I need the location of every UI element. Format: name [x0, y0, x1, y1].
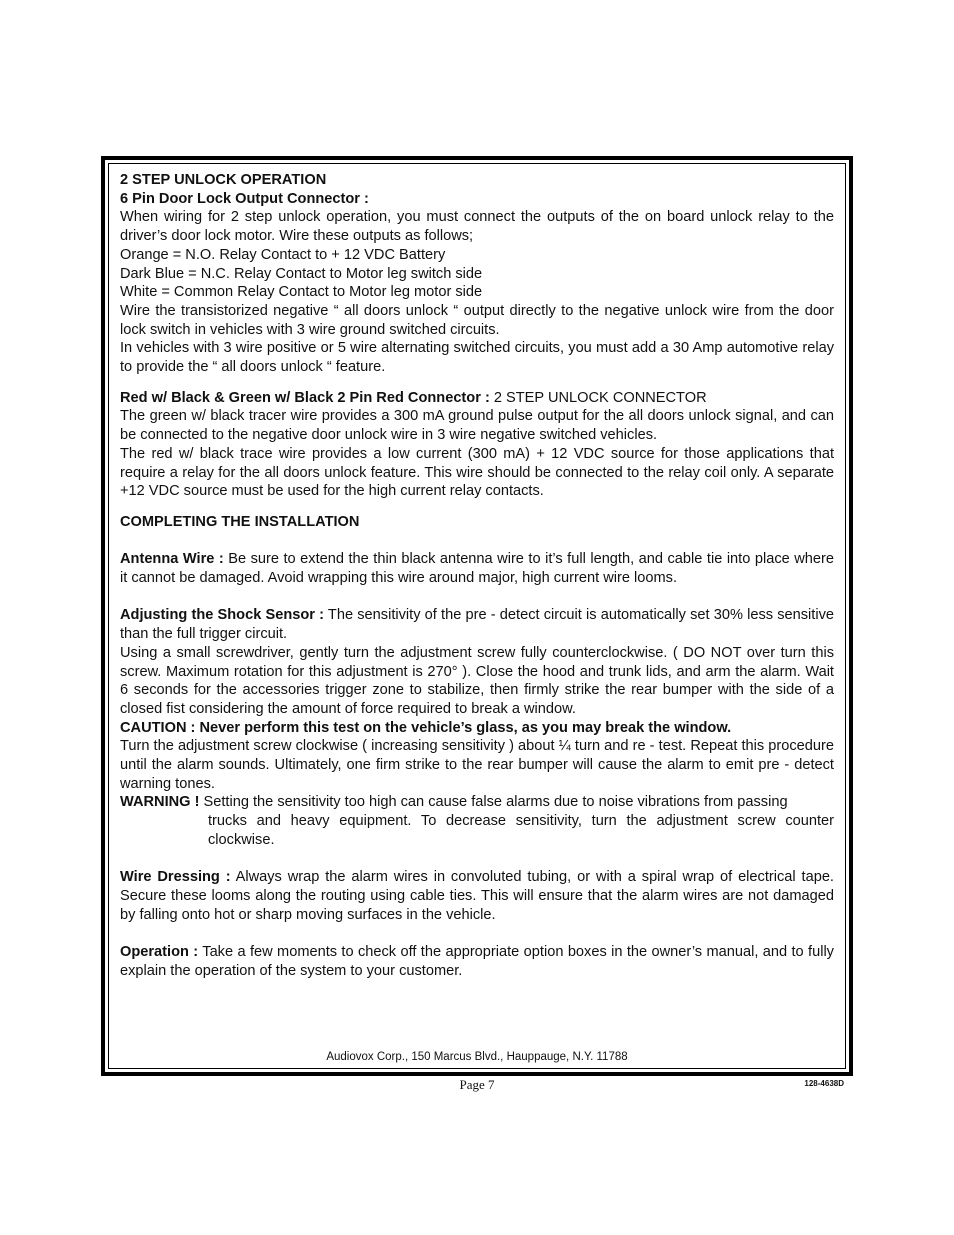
section-title-completing: COMPLETING THE INSTALLATION: [120, 513, 360, 530]
paragraph-transistorized-output: Wire the transistorized negative “ all doors unlock “ output directly to the negative unlock wire from the door lock switch in vehicles with 3 wire ground switched circuits.: [120, 302, 834, 338]
paragraph-shock-sensor: [120, 606, 834, 643]
subtitle-6-pin-connector: 6 Pin Door Lock Output Connector :: [120, 190, 369, 207]
warning-label: WARNING !: [120, 794, 200, 811]
document-body: [120, 171, 834, 980]
red-green-connector-tail: 2 STEP UNLOCK CONNECTOR: [489, 389, 707, 406]
wire-dark-blue: Dark Blue = N.C. Relay Contact to Motor leg switch side: [120, 265, 483, 282]
paragraph-wire-dressing: [120, 868, 834, 924]
paragraph-shock-adjust: Using a small screwdriver, gently turn the adjustment screw fully counterclockwise. ( DO NOT over turn this screw. Maximum rotation for this adjustment is 270° ). Close the hood and trunk lids, and arm the alarm. Wait 6 seconds for the accessories trigger zone to stabilize, then firmly strike the rear bumper with the side of a closed fist considering the amount of force required to break a window.: [120, 644, 834, 717]
paragraph-shock-retest: Turn the adjustment screw clockwise ( increasing sensitivity ) about ¼ turn and re - test. Repeat this procedure until the alarm sounds. Ultimately, one firm strike to the rear bumper will cause the alarm to emit pre - detect warning tones.: [120, 738, 834, 792]
red-green-connector-heading: [120, 389, 834, 408]
page-number: Page 7: [459, 1077, 495, 1092]
paragraph-antenna: [120, 550, 834, 587]
operation-text: Take a few moments to check off the appropriate option boxes in the owner’s manual, and to fully explain the operation of the system to your customer.: [120, 944, 834, 979]
wire-white: White = Common Relay Contact to Motor leg motor side: [120, 284, 483, 301]
operation-label: Operation :: [120, 944, 199, 961]
warning-text: Setting the sensitivity too high can cause false alarms due to noise vibrations from passing: [199, 794, 788, 811]
wire-dressing-text: Always wrap the alarm wires in convoluted tubing, or with a spiral wrap of electrical tape. Secure these looms along the routing using cable ties. This will ensure that the alarm wires are not damaged by falling onto hot or sharp moving surfaces in the vehicle.: [120, 869, 834, 923]
paragraph-green-wire: The green w/ black tracer wire provides a 300 mA ground pulse output for the all doors unlock signal, and can be connected to the negative door unlock wire in 3 wire negative switched vehicles.: [120, 408, 834, 444]
red-green-connector-label: Red w/ Black & Green w/ Black 2 Pin Red Connector :: [120, 389, 490, 406]
wire-orange: Orange = N.O. Relay Contact to + 12 VDC Battery: [120, 246, 446, 263]
wire-dressing-label: Wire Dressing :: [120, 869, 231, 886]
caution-text: CAUTION : Never perform this test on the vehicle’s glass, as you may break the window.: [120, 719, 732, 736]
shock-sensor-text: The sensitivity of the pre - detect circuit is automatically set 30% less sensitive than the full trigger circuit.: [120, 607, 834, 643]
paragraph-2-step-intro: When wiring for 2 step unlock operation, you must connect the outputs of the on board unlock relay to the driver’s door lock motor. Wire these outputs as follows;: [120, 209, 834, 245]
warning-continuation: trucks and heavy equipment. To decrease sensitivity, turn the adjustment screw counter clockwise.: [208, 813, 834, 848]
antenna-text: Be sure to extend the thin black antenna wire to it’s full length, and cable tie into place where it cannot be damaged. Avoid wrapping this wire around major, high current wire looms.: [120, 551, 834, 587]
document-code: 128-4638D: [804, 1079, 844, 1088]
shock-sensor-label: Adjusting the Shock Sensor :: [120, 607, 325, 624]
paragraph-operation: [120, 943, 834, 980]
footer-address: Audiovox Corp., 150 Marcus Blvd., Hauppauge, N.Y. 11788: [326, 1051, 628, 1063]
paragraph-red-wire: The red w/ black trace wire provides a low current (300 mA) + 12 VDC source for those applications that require a relay for the all doors unlock feature. This wire should be connected to the relay coil only. A separate +12 VDC source must be used for the high current relay contacts.: [120, 445, 834, 500]
section-title-2-step-unlock: 2 STEP UNLOCK OPERATION: [120, 172, 327, 188]
antenna-label: Antenna Wire :: [120, 551, 224, 568]
paragraph-relay-note: In vehicles with 3 wire positive or 5 wire alternating switched circuits, you must add a 30 Amp automotive relay to provide the “ all doors unlock “ feature.: [120, 340, 834, 376]
warning-line: [120, 793, 834, 812]
